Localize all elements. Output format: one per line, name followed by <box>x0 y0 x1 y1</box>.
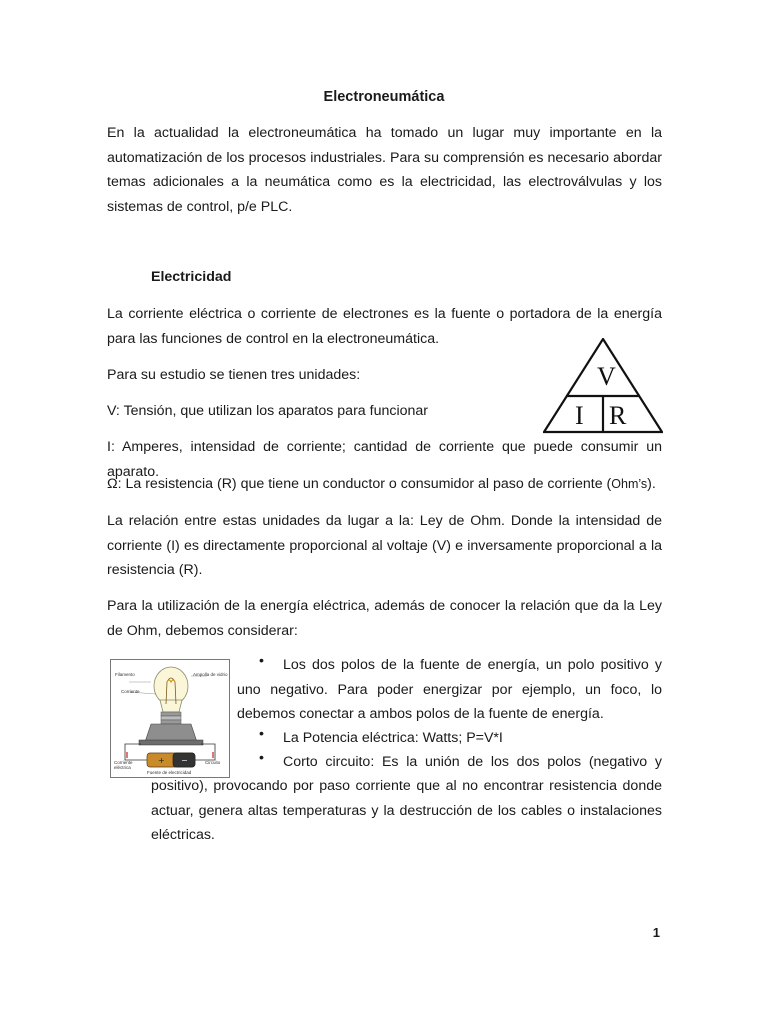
bullet-item-poles: Los dos polos de la fuente de energía, un polo positivo y uno negativo. Para poder energizar por ejemplo, un foco, lo debemos conectar a ambos polos de la fuente de energía. <box>237 657 662 722</box>
label-source: Fuente de electricidad <box>147 770 192 775</box>
label-current-source: Corriente eléctrica <box>114 760 133 770</box>
svg-text:+: + <box>158 756 165 765</box>
label-filament: Filamento <box>115 672 135 677</box>
triangle-letter-r: R <box>609 401 627 430</box>
paragraph-resistance <box>107 472 662 497</box>
page-title: Electroneumática <box>323 89 445 105</box>
bullet-item-short-circuit: Corto circuito: Es la unión de los dos polos (negativo y <box>283 754 662 770</box>
bullet-item-power: La Potencia eléctrica: Watts; P=V*I <box>283 730 503 746</box>
paragraph-voltage: V: Tensión, que utilizan los aparatos para funcionar <box>107 403 428 419</box>
bullet-item-short-circuit-continued: positivo), provocando por paso corriente que al no encontrar resistencia donde actuar, genera altas temperaturas y la destrucción de los cables o instalaciones eléctricas. <box>151 778 662 843</box>
paragraph-amperes: I: Amperes, intensidad de corriente; cantidad de corriente que puede consumir un aparato. <box>107 439 662 480</box>
paragraph-units-intro: Para su estudio se tienen tres unidades: <box>107 367 361 383</box>
resistance-text: Ω: La resistencia (R) que tiene un conductor o consumidor al paso de corriente ( <box>107 476 612 492</box>
paragraph-considerations: Para la utilización de la energía eléctrica, además de conocer la relación que da la Ley de Ohm, debemos considerar: <box>107 598 662 639</box>
label-circuit: Circuito <box>205 760 221 765</box>
paragraph-current: La corriente eléctrica o corriente de electrones es la fuente o portadora de la energía para las funciones de control en la electroneumática. <box>107 306 662 347</box>
label-current: Corriente <box>121 689 140 694</box>
ohms-law-triangle <box>543 338 663 434</box>
page-number: 1 <box>652 925 660 940</box>
intro-paragraph: En la actualidad la electroneumática ha tomado un lugar muy importante en la automatización de los procesos industriales. Para su comprensión es necesario abordar temas adicionales a la neumática como es la electricidad, las electroválvulas y los sistemas de control, p/e PLC. <box>107 125 662 215</box>
bullet-marker: • <box>259 750 264 766</box>
resistance-text-end: ). <box>647 476 656 492</box>
bullet-marker: • <box>259 653 264 669</box>
ohms-unit: Ohm’s <box>611 477 648 491</box>
section-heading: Electricidad <box>151 269 232 285</box>
label-bulb: Ampolla de vidrio <box>193 672 228 677</box>
triangle-letter-i: I <box>575 401 584 430</box>
paragraph-ohms-law: La relación entre estas unidades da lugar a la: Ley de Ohm. Donde la intensidad de corriente (I) es directamente proporcional al voltaje (V) e inversamente proporcional a la resistencia (R). <box>107 513 662 578</box>
bullet-marker: • <box>259 726 264 742</box>
triangle-letter-v: V <box>597 362 616 391</box>
svg-text:−: − <box>181 756 188 765</box>
light-bulb-circuit-figure <box>110 659 230 778</box>
